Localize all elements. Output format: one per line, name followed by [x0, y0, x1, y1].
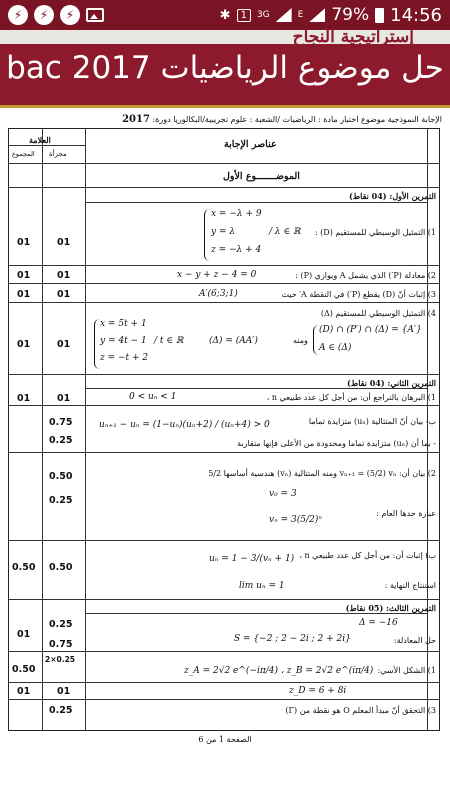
ex2-q3-v0: v₀ = 3	[269, 489, 297, 499]
exercise-1-title: التمرين الأول: (04 نقاط)	[348, 191, 436, 201]
messenger-icon: ⚡	[60, 5, 80, 25]
ex1-q4-system2-row: (D) ∩ (P′) ∩ (Δ) = {A′}	[319, 325, 422, 335]
doc-header	[8, 114, 442, 125]
col-answer: عناصر الإجابة	[224, 139, 277, 150]
data-badge: E	[297, 10, 304, 20]
network-type: 3G	[256, 10, 270, 20]
document-page[interactable]	[0, 108, 450, 800]
bluetooth-icon: ✱	[219, 7, 231, 23]
ex2-q1-inequality: 0 < uₙ < 1	[129, 392, 177, 402]
image-icon	[86, 8, 104, 22]
ex3-q4-text: 3) التحقق أنّ مبدأ المعلم O هو نقطة من (Γ)	[285, 706, 436, 715]
page-footer: الصفحة 1 من 6	[198, 735, 252, 744]
score-total: 01	[17, 270, 31, 281]
ex3-q1-delta: Δ = −16	[359, 618, 398, 628]
messenger-icon: ⚡	[8, 5, 28, 25]
score-part: 01	[57, 686, 71, 697]
ex1-q2-equation: x − y + z − 4 = 0	[177, 270, 257, 280]
score-part: 2×0.25	[45, 655, 76, 664]
battery-icon	[375, 8, 384, 23]
signal-icon	[276, 8, 292, 22]
ex1-q1-system-row: y = λ	[211, 227, 236, 237]
ex3-q2-equation: z_A = 2√2 e^(−iπ/4) ، z_B = 2√2 e^(iπ/4)	[184, 666, 374, 676]
brand-logo: إستراتيجية النجاح	[292, 27, 414, 47]
ex2-q4-limit-eq: lim uₙ = 1	[239, 581, 285, 591]
messenger-icon: ⚡	[34, 5, 54, 25]
ex1-q4-text: 4) التمثيل الوسيطي للمستقيم (Δ)	[320, 309, 436, 318]
score-part: 01	[57, 237, 71, 248]
answer-table	[8, 128, 440, 731]
app-header	[0, 27, 450, 108]
ex1-q3-text: 3) إثبات أنّ (D) يقطع (P′) في النقطة A′ حيث	[281, 290, 436, 299]
signal-icon	[309, 8, 325, 22]
score-total: 01	[17, 237, 31, 248]
ex2-q4-equation: uₙ = 1 − 3/(vₙ + 1)	[209, 554, 295, 564]
col-grade: العلامة	[29, 135, 51, 145]
col-part: مجزأة	[49, 150, 67, 158]
ex2-q2a-text: ب- بيان أنّ المتتالية (uₙ) متزايدة تماما	[308, 417, 436, 426]
ex1-q3-point: A′(6;3;1)	[199, 289, 238, 299]
doc-header-line: الإجابة النموذجية موضوع اختبار مادة : الرياضيات /الشعبة : علوم تجريبية/البكالوريا دورة:	[152, 115, 442, 124]
ex1-q1-system-row: x = −λ + 9	[211, 209, 262, 219]
exercise-3-title: التمرين الثالث: (05 نقاط)	[345, 603, 436, 613]
ex1-q4-system-row: y = 4t − 1	[100, 336, 147, 346]
page-title: حل موضوع الرياضيات bac 2017	[6, 50, 444, 86]
score-total: 0.50	[12, 562, 36, 573]
ex1-q4-relation: (Δ) = (AA′)	[209, 336, 258, 346]
ex2-q2a-equation: uₙ₊₁ − uₙ = (1−uₙ)(uₙ+2) / (uₙ+4) > 0	[99, 420, 270, 430]
score-part: 0.75	[49, 639, 73, 650]
topic-title: الموضـــــــوع الأول	[223, 171, 300, 182]
score-part: 0.25	[49, 495, 73, 506]
col-total: المجموع	[12, 150, 35, 158]
ex1-q1-system-row: z = −λ + 4	[211, 245, 262, 255]
score-total: 01	[17, 686, 31, 697]
ex2-q1-text: 1) البرهان بالتراجع أن: من أجل كل عدد طبيعي n ،	[266, 393, 436, 402]
ex1-q4-system-row: x = 5t + 1	[100, 319, 147, 329]
ex2-q4-limit: استنتاج النهاية :	[384, 581, 436, 590]
score-part: 0.50	[49, 471, 73, 482]
ex1-q4-and: ومنه	[293, 336, 308, 345]
score-part: 0.75	[49, 417, 73, 428]
score-total: 01	[17, 629, 31, 640]
clock: 14:56	[390, 4, 442, 26]
score-part: 0.25	[49, 435, 73, 446]
score-total: 01	[17, 339, 31, 350]
score-part: 0.25	[49, 705, 73, 716]
exercise-2-title: التمرين الثاني: (04 نقاط)	[347, 378, 436, 388]
score-part: 0.25	[49, 619, 73, 630]
ex2-q2b-text: - بما أن (uₙ) متزايدة تماما ومحدودة من الأعلى فإنها متقاربة	[237, 439, 436, 448]
battery-percent: 79%	[331, 5, 370, 25]
score-part: 0.50	[49, 562, 73, 573]
ex1-q4-system-row: z = −t + 2	[100, 353, 149, 363]
status-bar	[0, 0, 450, 30]
ex1-q1-param: / λ ∈ ℝ	[269, 227, 301, 237]
doc-header-year: 2017	[122, 114, 150, 125]
score-part: 01	[57, 393, 71, 404]
ex1-q2-text: 2) معادلة (P′) الذي يشمل A ويوازي (P) :	[295, 271, 436, 280]
ex1-q4-system2-row: A ∈ (Δ)	[319, 343, 352, 353]
ex1-q4-param: / t ∈ ℝ	[154, 336, 184, 346]
score-part: 01	[57, 339, 71, 350]
ex2-q4-text: ب) إثبات أن: من أجل كل عدد طبيعي n ،	[299, 551, 436, 560]
ex2-q3-text: 2) بيان أن: vₙ₊₁ = (5/2) vₙ ومنه المتتالية (vₙ) هندسية أساسها 5/2	[208, 469, 436, 478]
ex3-q3-equation: z_D = 6 + 8i	[289, 686, 347, 696]
ex3-q2-text: 1) الشكل الأسي:	[377, 666, 436, 675]
ex2-q3-general: عبارة حدها العام :	[376, 509, 436, 518]
ex3-q1-solution-eq: S = {−2 ; 2 − 2i ; 2 + 2i}	[234, 634, 351, 644]
score-total: 01	[17, 393, 31, 404]
ex2-q3-general-eq: vₙ = 3(5/2)ⁿ	[269, 515, 322, 525]
score-total: 01	[17, 289, 31, 300]
ex3-q1-solution: حل المعادلة:	[393, 636, 436, 645]
header-brand-strip	[0, 27, 450, 47]
ex1-q1-text: 1) التمثيل الوسيطي للمستقيم (D) :	[314, 228, 436, 237]
score-part: 01	[57, 289, 71, 300]
score-part: 01	[57, 270, 71, 281]
sim-badge: 1	[237, 9, 251, 22]
score-total: 0.50	[12, 664, 36, 675]
